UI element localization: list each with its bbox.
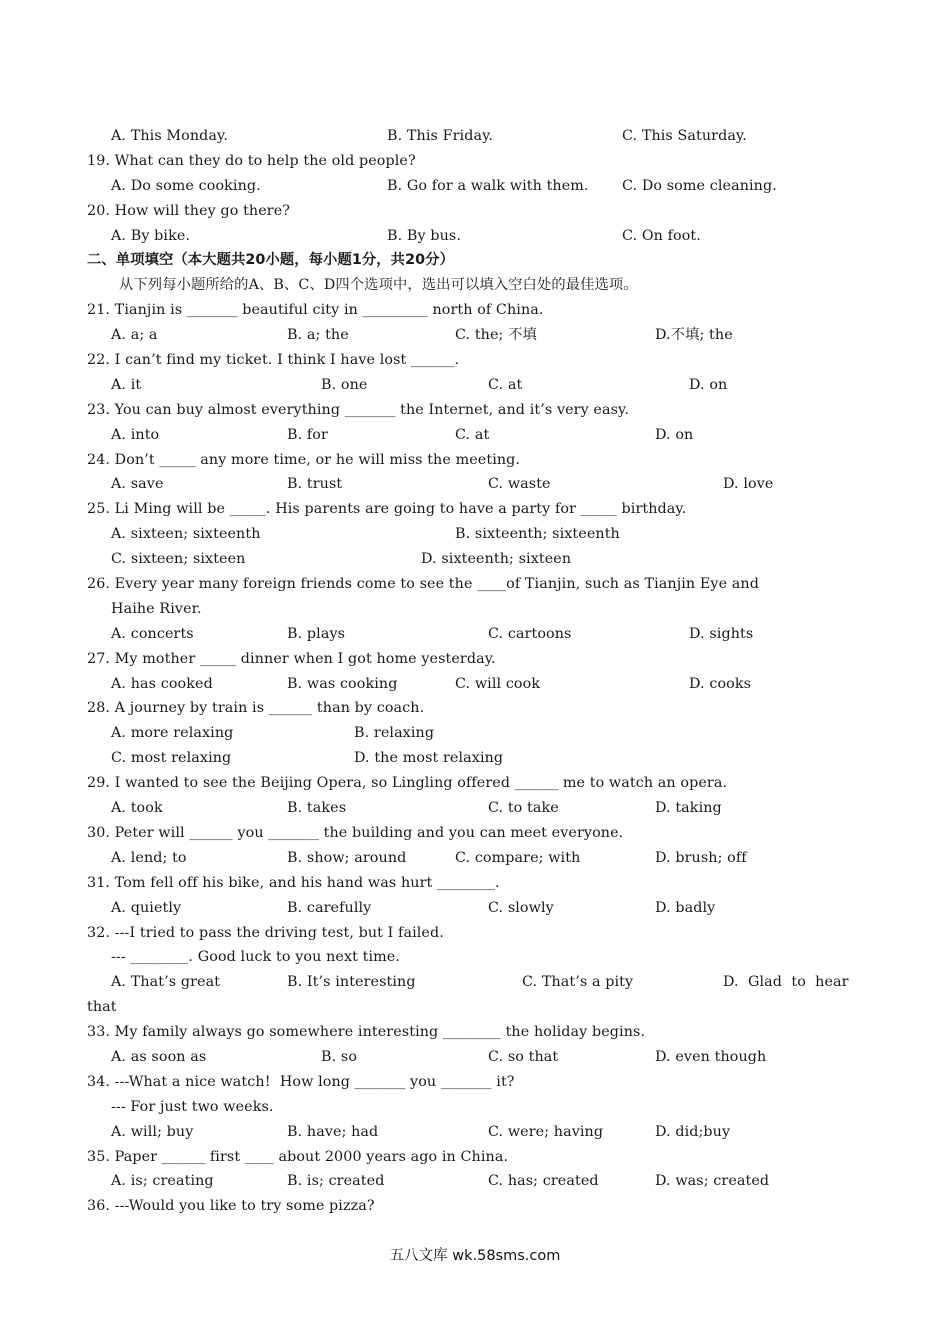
option-33-a: A. as soon as xyxy=(111,1048,207,1065)
section-2-instruction: 从下列每小题所给的A、B、C、D四个选项中，选出可以填入空白处的最佳选项。 xyxy=(119,277,638,294)
option-21-d: D.不填; the xyxy=(655,327,733,344)
option-35-d: D. was; created xyxy=(655,1173,770,1190)
question-25-options-ab xyxy=(0,522,950,547)
option-23-b: B. for xyxy=(287,426,328,443)
option-21-a: A. a; a xyxy=(111,327,158,344)
option-26-d: D. sights xyxy=(689,625,754,642)
question-18-options xyxy=(0,124,950,149)
option-19-a: A. Do some cooking. xyxy=(111,177,261,194)
section-instruction xyxy=(0,273,950,298)
option-22-d: D. on xyxy=(689,376,728,393)
question-32-options xyxy=(0,970,950,995)
option-18-b: B. This Friday. xyxy=(387,128,494,144)
page-footer: 五八文库 wk.58sms.com xyxy=(389,1248,561,1264)
option-25-c: C. sixteen; sixteen xyxy=(111,551,246,568)
option-30-c: C. compare; with xyxy=(455,849,581,866)
question-19-stem xyxy=(0,149,950,174)
option-25-b: B. sixteenth; sixteenth xyxy=(455,526,620,543)
question-24-stem xyxy=(0,448,950,473)
question-27-stem xyxy=(0,647,950,672)
question-35-text: 35. Paper ______ first ____ about 2000 years ago in China. xyxy=(87,1148,509,1165)
question-32-text: 32. ---I tried to pass the driving test, but I failed. xyxy=(87,924,444,941)
option-25-a: A. sixteen; sixteenth xyxy=(111,526,261,543)
question-33-stem xyxy=(0,1020,950,1045)
question-36-text: 36. ---Would you like to try some pizza? xyxy=(87,1198,375,1215)
question-29-options xyxy=(0,796,950,821)
question-36-stem xyxy=(0,1194,950,1219)
question-20-options xyxy=(0,224,950,249)
option-18-a: A. This Monday. xyxy=(111,128,228,144)
option-33-b: B. so xyxy=(321,1048,358,1065)
option-34-b: B. have; had xyxy=(287,1123,379,1140)
question-25-text: 25. Li Ming will be _____. His parents are going to have a party for _____ birthday. xyxy=(87,501,687,518)
question-19-options xyxy=(0,174,950,199)
option-23-c: C. at xyxy=(455,426,490,443)
option-29-b: B. takes xyxy=(287,800,347,817)
question-32-options-cont xyxy=(0,995,950,1020)
option-23-d: D. on xyxy=(655,426,694,443)
question-34-stem-cont xyxy=(0,1095,950,1120)
option-18-c: C. This Saturday. xyxy=(622,128,747,144)
question-24-options xyxy=(0,472,950,497)
option-20-c: C. On foot. xyxy=(622,227,701,244)
option-30-a: A. lend; to xyxy=(111,849,187,866)
question-26-options xyxy=(0,622,950,647)
question-26-stem-cont xyxy=(0,597,950,622)
question-20-stem xyxy=(0,199,950,224)
question-25-options-cd xyxy=(0,547,950,572)
option-22-b: B. one xyxy=(321,376,368,393)
question-30-options xyxy=(0,846,950,871)
page-content xyxy=(0,124,950,1219)
option-31-b: B. carefully xyxy=(287,899,372,916)
option-31-d: D. badly xyxy=(655,899,716,916)
option-21-c: C. the; 不填 xyxy=(455,327,537,344)
option-35-b: B. is; created xyxy=(287,1173,385,1190)
question-23-stem xyxy=(0,398,950,423)
question-30-text: 30. Peter will ______ you _______ the building and you can meet everyone. xyxy=(87,824,624,841)
option-25-d: D. sixteenth; sixteen xyxy=(421,551,572,568)
question-32-text-cont: --- ________. Good luck to you next time. xyxy=(111,949,400,966)
question-28-options-ab xyxy=(0,721,950,746)
question-26-stem xyxy=(0,572,950,597)
option-23-a: A. into xyxy=(111,426,160,443)
option-26-a: A. concerts xyxy=(111,625,194,642)
question-28-text: 28. A journey by train is ______ than by coach. xyxy=(87,700,425,717)
option-29-a: A. took xyxy=(111,800,163,817)
question-29-stem xyxy=(0,771,950,796)
question-30-stem xyxy=(0,821,950,846)
option-34-a: A. will; buy xyxy=(111,1123,194,1140)
option-34-d: D. did;buy xyxy=(655,1123,731,1140)
option-31-c: C. slowly xyxy=(488,899,554,916)
question-32-stem-cont xyxy=(0,945,950,970)
question-34-text: 34. ---What a nice watch! How long _______ you _______ it? xyxy=(87,1073,515,1090)
option-31-a: A. quietly xyxy=(111,899,182,916)
option-32-a: A. That’s great xyxy=(111,974,221,991)
option-26-b: B. plays xyxy=(287,625,346,642)
option-32-c: C. That’s a pity xyxy=(522,974,634,991)
section-2-title: 二、单项填空（本大题共20小题，每小题1分，共20分） xyxy=(87,252,454,269)
option-20-a: A. By bike. xyxy=(111,227,191,244)
question-22-text: 22. I can’t find my ticket. I think I have lost ______. xyxy=(87,352,460,369)
option-34-c: C. were; having xyxy=(488,1123,604,1140)
question-21-options xyxy=(0,323,950,348)
option-35-c: C. has; created xyxy=(488,1173,599,1190)
question-34-stem xyxy=(0,1070,950,1095)
option-20-b: B. By bus. xyxy=(387,227,461,244)
question-33-options xyxy=(0,1045,950,1070)
option-26-c: C. cartoons xyxy=(488,625,572,642)
option-22-a: A. it xyxy=(111,376,142,393)
question-23-options xyxy=(0,423,950,448)
question-27-text: 27. My mother _____ dinner when I got home yesterday. xyxy=(87,650,496,667)
question-22-options xyxy=(0,373,950,398)
option-24-c: C. waste xyxy=(488,476,551,493)
question-21-stem xyxy=(0,298,950,323)
question-31-stem xyxy=(0,871,950,896)
option-19-b: B. Go for a walk with them. xyxy=(387,177,589,194)
question-34-text-cont: --- For just two weeks. xyxy=(111,1098,274,1115)
question-31-options xyxy=(0,896,950,921)
option-32-d-cont: that xyxy=(87,999,117,1016)
question-33-text: 33. My family always go somewhere interesting ________ the holiday begins. xyxy=(87,1024,646,1041)
option-22-c: C. at xyxy=(488,376,523,393)
option-27-b: B. was cooking xyxy=(287,675,398,692)
option-32-d: D. Glad to hear xyxy=(723,974,849,991)
question-26-text: 26. Every year many foreign friends come to see the ____of Tianjin, such as Tianjin Eye and xyxy=(87,576,759,593)
option-28-a: A. more relaxing xyxy=(111,725,234,742)
option-29-d: D. taking xyxy=(655,800,722,817)
option-27-c: C. will cook xyxy=(455,675,541,692)
option-28-d: D. the most relaxing xyxy=(354,750,504,767)
option-32-b: B. It’s interesting xyxy=(287,974,416,991)
question-21-text: 21. Tianjin is _______ beautiful city in _________ north of China. xyxy=(87,302,544,319)
question-19-text: 19. What can they do to help the old people? xyxy=(87,152,416,169)
option-24-b: B. trust xyxy=(287,476,343,493)
question-28-options-cd xyxy=(0,746,950,771)
question-29-text: 29. I wanted to see the Beijing Opera, so Lingling offered ______ me to watch an opera. xyxy=(87,775,728,792)
question-24-text: 24. Don’t _____ any more time, or he will miss the meeting. xyxy=(87,451,521,468)
question-32-stem xyxy=(0,921,950,946)
option-35-a: A. is; creating xyxy=(111,1173,214,1190)
question-22-stem xyxy=(0,348,950,373)
option-27-a: A. has cooked xyxy=(111,675,213,692)
option-30-b: B. show; around xyxy=(287,849,407,866)
option-29-c: C. to take xyxy=(488,800,559,817)
option-27-d: D. cooks xyxy=(689,675,752,692)
question-35-options xyxy=(0,1169,950,1194)
option-24-d: D. love xyxy=(723,476,774,493)
option-28-b: B. relaxing xyxy=(354,725,435,742)
option-33-c: C. so that xyxy=(488,1048,559,1065)
question-25-stem xyxy=(0,497,950,522)
question-27-options xyxy=(0,672,950,697)
question-26-text-cont: Haihe River. xyxy=(111,600,202,617)
option-24-a: A. save xyxy=(111,476,164,493)
question-31-text: 31. Tom fell off his bike, and his hand was hurt ________. xyxy=(87,874,500,891)
question-23-text: 23. You can buy almost everything _______ the Internet, and it’s very easy. xyxy=(87,401,629,418)
option-19-c: C. Do some cleaning. xyxy=(622,177,777,194)
option-21-b: B. a; the xyxy=(287,327,349,344)
option-33-d: D. even though xyxy=(655,1048,767,1065)
question-20-text: 20. How will they go there? xyxy=(87,202,291,219)
question-34-options xyxy=(0,1120,950,1145)
question-35-stem xyxy=(0,1145,950,1170)
section-heading xyxy=(0,248,950,273)
option-30-d: D. brush; off xyxy=(655,849,747,866)
question-28-stem xyxy=(0,696,950,721)
option-28-c: C. most relaxing xyxy=(111,750,232,767)
